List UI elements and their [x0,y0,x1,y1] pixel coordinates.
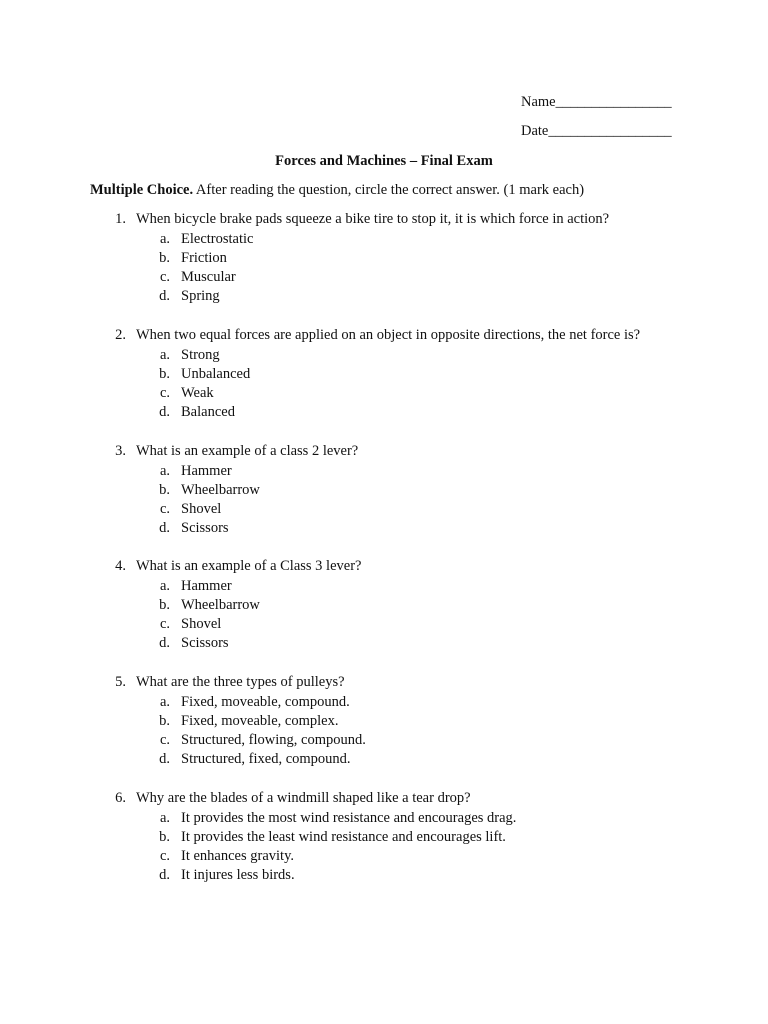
option-b[interactable] [0,365,768,384]
option-text: Spring [181,288,220,305]
option-d[interactable] [0,750,768,769]
question-number: 5. [115,674,126,690]
option-b[interactable] [0,712,768,731]
option-letter: a. [159,230,170,247]
option-b[interactable] [0,481,768,500]
option-a[interactable] [0,462,768,481]
option-text: Fixed, moveable, complex. [181,712,339,729]
question-text: What are the three types of pulleys? [136,674,345,690]
option-text: Electrostatic [181,230,254,247]
option-text: Hammer [181,577,232,594]
date-field[interactable]: Date_________________ [521,123,672,139]
option-d[interactable] [0,866,768,885]
option-b[interactable] [0,249,768,268]
instructions-text: After reading the question, circle the correct answer. (1 mark each) [193,182,585,198]
option-letter: d. [159,520,170,537]
question-3 [0,442,768,539]
option-letter: c. [159,385,170,402]
option-letter: c. [159,616,170,633]
option-a[interactable] [0,346,768,365]
option-text: Friction [181,249,227,266]
option-b[interactable] [0,596,768,615]
option-text: Unbalanced [181,365,251,382]
question-number: 1. [115,211,126,227]
option-d[interactable] [0,634,768,653]
option-text: It provides the least wind resistance and encourages lift. [181,828,506,845]
option-text: Shovel [181,616,222,633]
option-d[interactable] [0,519,768,538]
option-a[interactable] [0,230,768,249]
option-text: Weak [181,385,214,402]
option-text: Wheelbarrow [181,481,260,498]
question-5 [0,673,768,770]
option-letter: a. [159,577,170,594]
question-text: What is an example of a class 2 lever? [136,443,359,459]
question-1 [0,210,768,307]
option-c[interactable] [0,615,768,634]
exam-title: Forces and Machines – Final Exam [275,153,493,169]
option-text: Structured, flowing, compound. [181,732,366,749]
option-a[interactable] [0,693,768,712]
option-letter: d. [159,867,170,884]
question-text: What is an example of a Class 3 lever? [136,558,362,574]
option-c[interactable] [0,384,768,403]
option-text: It injures less birds. [181,867,295,884]
option-letter: a. [159,346,170,363]
question-2 [0,326,768,423]
option-letter: a. [159,693,170,710]
option-text: Fixed, moveable, compound. [181,693,350,710]
option-text: Strong [181,346,220,363]
option-text: Wheelbarrow [181,596,260,613]
option-a[interactable] [0,809,768,828]
name-field[interactable]: Name________________ [521,94,672,110]
option-letter: c. [159,501,170,518]
option-text: Balanced [181,404,235,421]
instructions-label: Multiple Choice. [90,182,194,198]
option-text: Scissors [181,520,229,537]
option-c[interactable] [0,847,768,866]
option-text: It provides the most wind resistance and encourages drag. [181,809,517,826]
option-d[interactable] [0,287,768,306]
question-number: 6. [115,790,126,806]
option-letter: a. [159,462,170,479]
option-letter: d. [159,288,170,305]
option-d[interactable] [0,403,768,422]
option-text: Scissors [181,635,229,652]
question-6 [0,789,768,886]
option-letter: c. [159,848,170,865]
option-c[interactable] [0,268,768,287]
option-c[interactable] [0,500,768,519]
option-letter: b. [159,249,170,266]
option-letter: b. [159,828,170,845]
option-c[interactable] [0,731,768,750]
option-letter: b. [159,481,170,498]
question-text: When bicycle brake pads squeeze a bike tire to stop it, it is which force in action? [136,211,610,227]
question-text: Why are the blades of a windmill shaped like a tear drop? [136,790,471,806]
option-text: Structured, fixed, compound. [181,751,351,768]
option-letter: b. [159,596,170,613]
option-text: Hammer [181,462,232,479]
option-text: Muscular [181,269,236,286]
option-letter: c. [159,269,170,286]
option-letter: d. [159,635,170,652]
option-text: Shovel [181,501,222,518]
option-letter: d. [159,404,170,421]
option-text: It enhances gravity. [181,848,294,865]
option-letter: a. [159,809,170,826]
option-letter: b. [159,712,170,729]
question-text: When two equal forces are applied on an object in opposite directions, the net force is? [136,327,641,343]
instructions [90,181,584,199]
question-number: 3. [115,443,126,459]
question-number: 2. [115,327,126,343]
option-letter: c. [159,732,170,749]
question-4 [0,557,768,654]
option-letter: b. [159,365,170,382]
question-number: 4. [115,558,126,574]
option-letter: d. [159,751,170,768]
option-b[interactable] [0,828,768,847]
option-a[interactable] [0,577,768,596]
